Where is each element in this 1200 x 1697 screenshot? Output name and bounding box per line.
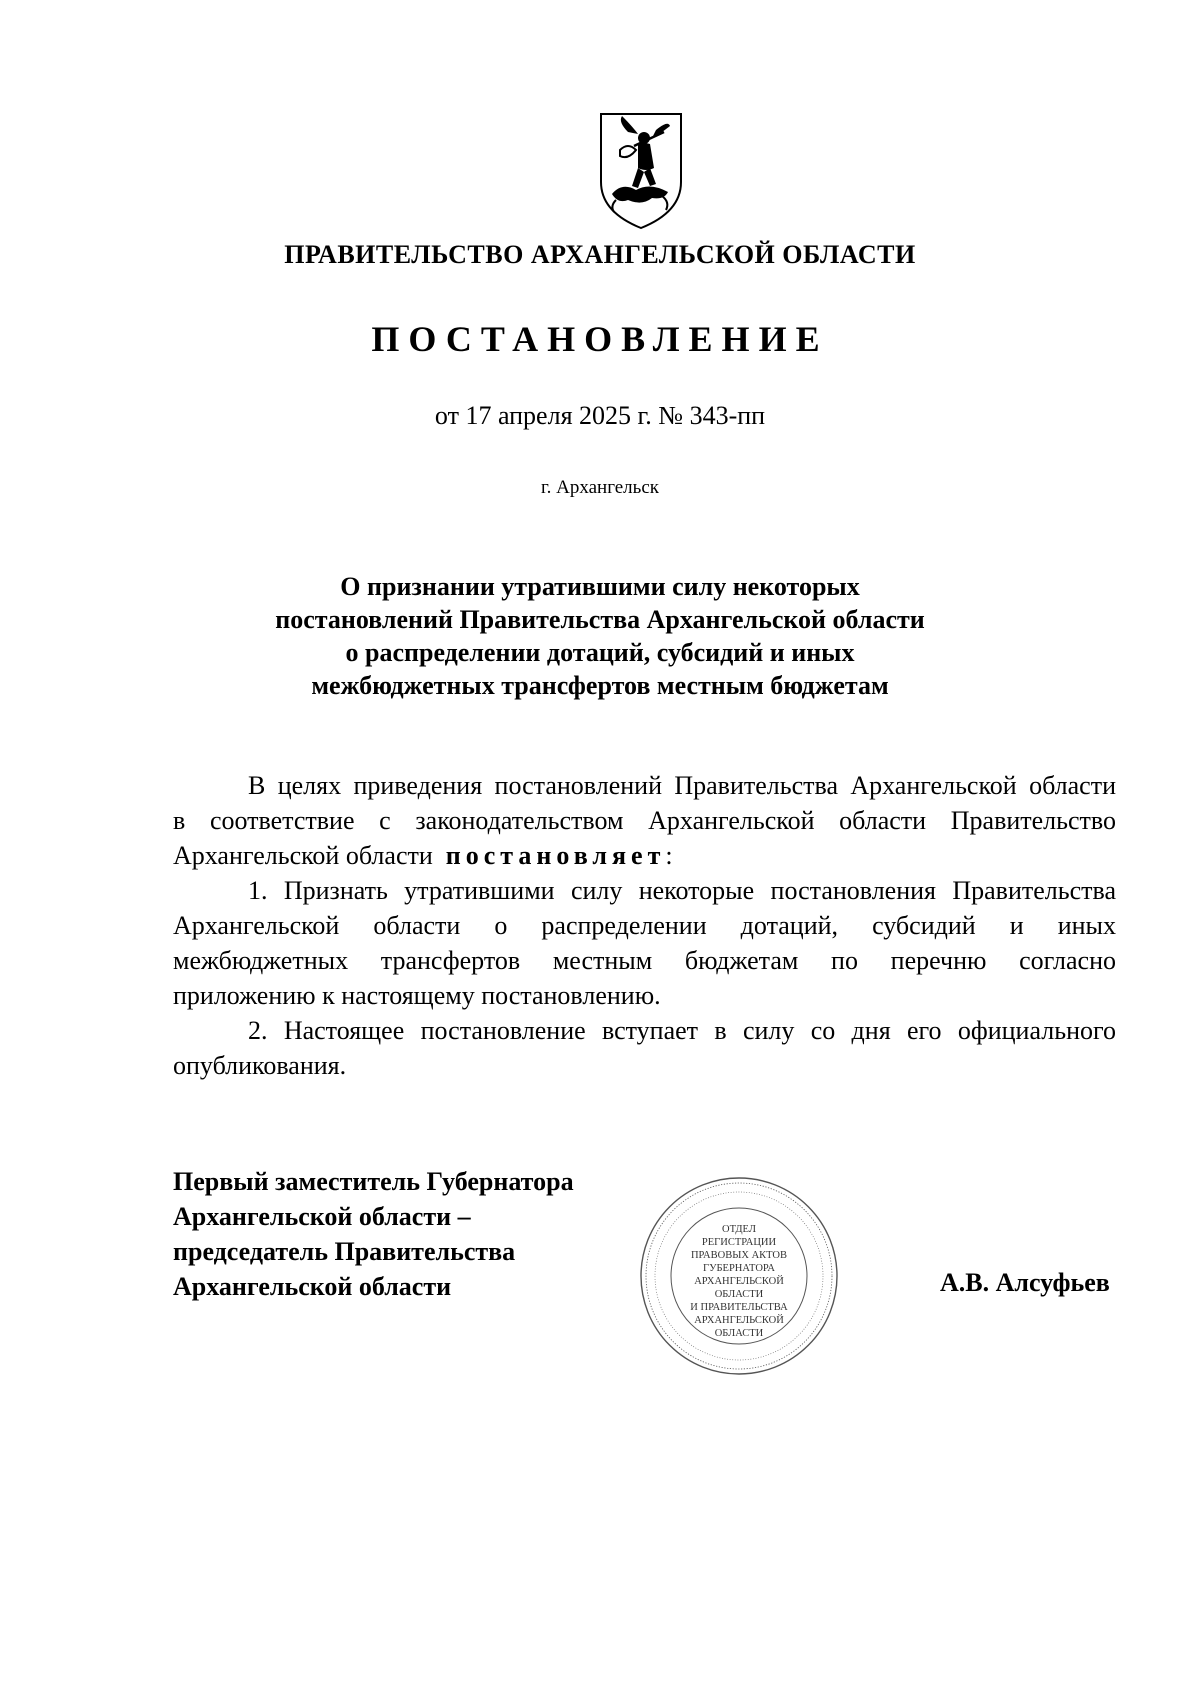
subject-line: межбюджетных трансфертов местным бюджетам <box>311 671 889 700</box>
body-line: 1. Признать утратившими силу некоторые постановления Правительства <box>248 876 1116 905</box>
signer-position-line: Архангельской области – <box>173 1202 471 1231</box>
body-line: опубликования. <box>173 1051 347 1080</box>
subject-line: О признании утратившими силу некоторых <box>340 572 860 601</box>
subject-line: о распределении дотаций, субсидий и иных <box>345 638 855 667</box>
intro-paragraph <box>173 768 1116 873</box>
body-text-fragment: : <box>665 841 673 870</box>
seal-text-line: РЕГИСТРАЦИИ <box>701 1237 777 1248</box>
signer-position-line: Архангельской области <box>173 1272 452 1301</box>
official-seal-icon <box>638 1175 840 1377</box>
body-line <box>173 838 1116 873</box>
body-line: в соответствие с законодательством Архангельской области Правительство <box>173 806 1116 835</box>
government-title: ПРАВИТЕЛЬСТВО АРХАНГЕЛЬСКОЙ ОБЛАСТИ <box>284 240 916 269</box>
body-text-fragment: Архангельской области <box>173 841 433 870</box>
seal-text-line: ГУБЕРНАТОРА <box>703 1263 775 1274</box>
body-line: 2. Настоящее постановление вступает в силу со дня его официального <box>248 1016 1116 1045</box>
document-body <box>173 768 1116 1083</box>
body-line: приложению к настоящему постановлению. <box>173 981 661 1010</box>
body-line: В целях приведения постановлений Правительства Архангельской области <box>248 771 1116 800</box>
seal-text-line: ПРАВОВЫХ АКТОВ <box>690 1250 788 1261</box>
seal-text-line: АРХАНГЕЛЬСКОЙ <box>694 1276 784 1287</box>
seal-text-line: АРХАНГЕЛЬСКОЙ <box>694 1315 784 1326</box>
body-line: Архангельской области о распределении дотаций, субсидий и иных <box>173 911 1116 940</box>
document-subject <box>200 570 1000 702</box>
signer-position <box>173 1164 574 1304</box>
signer-position-line: председатель Правительства <box>173 1237 516 1266</box>
seal-text-line: И ПРАВИТЕЛЬСТВА <box>690 1302 788 1313</box>
signer-name: А.В. Алсуфьев <box>940 1268 1110 1297</box>
body-line: межбюджетных трансфертов местным бюджетам по перечню согласно <box>173 946 1116 975</box>
document-type-title: ПОСТАНОВЛЕНИЕ <box>371 319 829 359</box>
subject-line: постановлений Правительства Архангельской области <box>275 605 925 634</box>
seal-text-line: ОБЛАСТИ <box>714 1289 764 1300</box>
decree-verb: постановляет <box>445 841 666 870</box>
seal-inner-text <box>690 1224 788 1339</box>
seal-text-line: ОБЛАСТИ <box>714 1328 764 1339</box>
arkhangelsk-coat-of-arms-icon <box>598 112 684 230</box>
document-date-number: от 17 апреля 2025 г. № 343-пп <box>434 401 766 430</box>
signer-position-line: Первый заместитель Губернатора <box>173 1167 574 1196</box>
seal-text-line: ОТДЕЛ <box>722 1224 756 1235</box>
item-2-paragraph <box>173 1013 1116 1083</box>
document-city: г. Архангельск <box>540 477 659 498</box>
item-1-paragraph <box>173 873 1116 1013</box>
